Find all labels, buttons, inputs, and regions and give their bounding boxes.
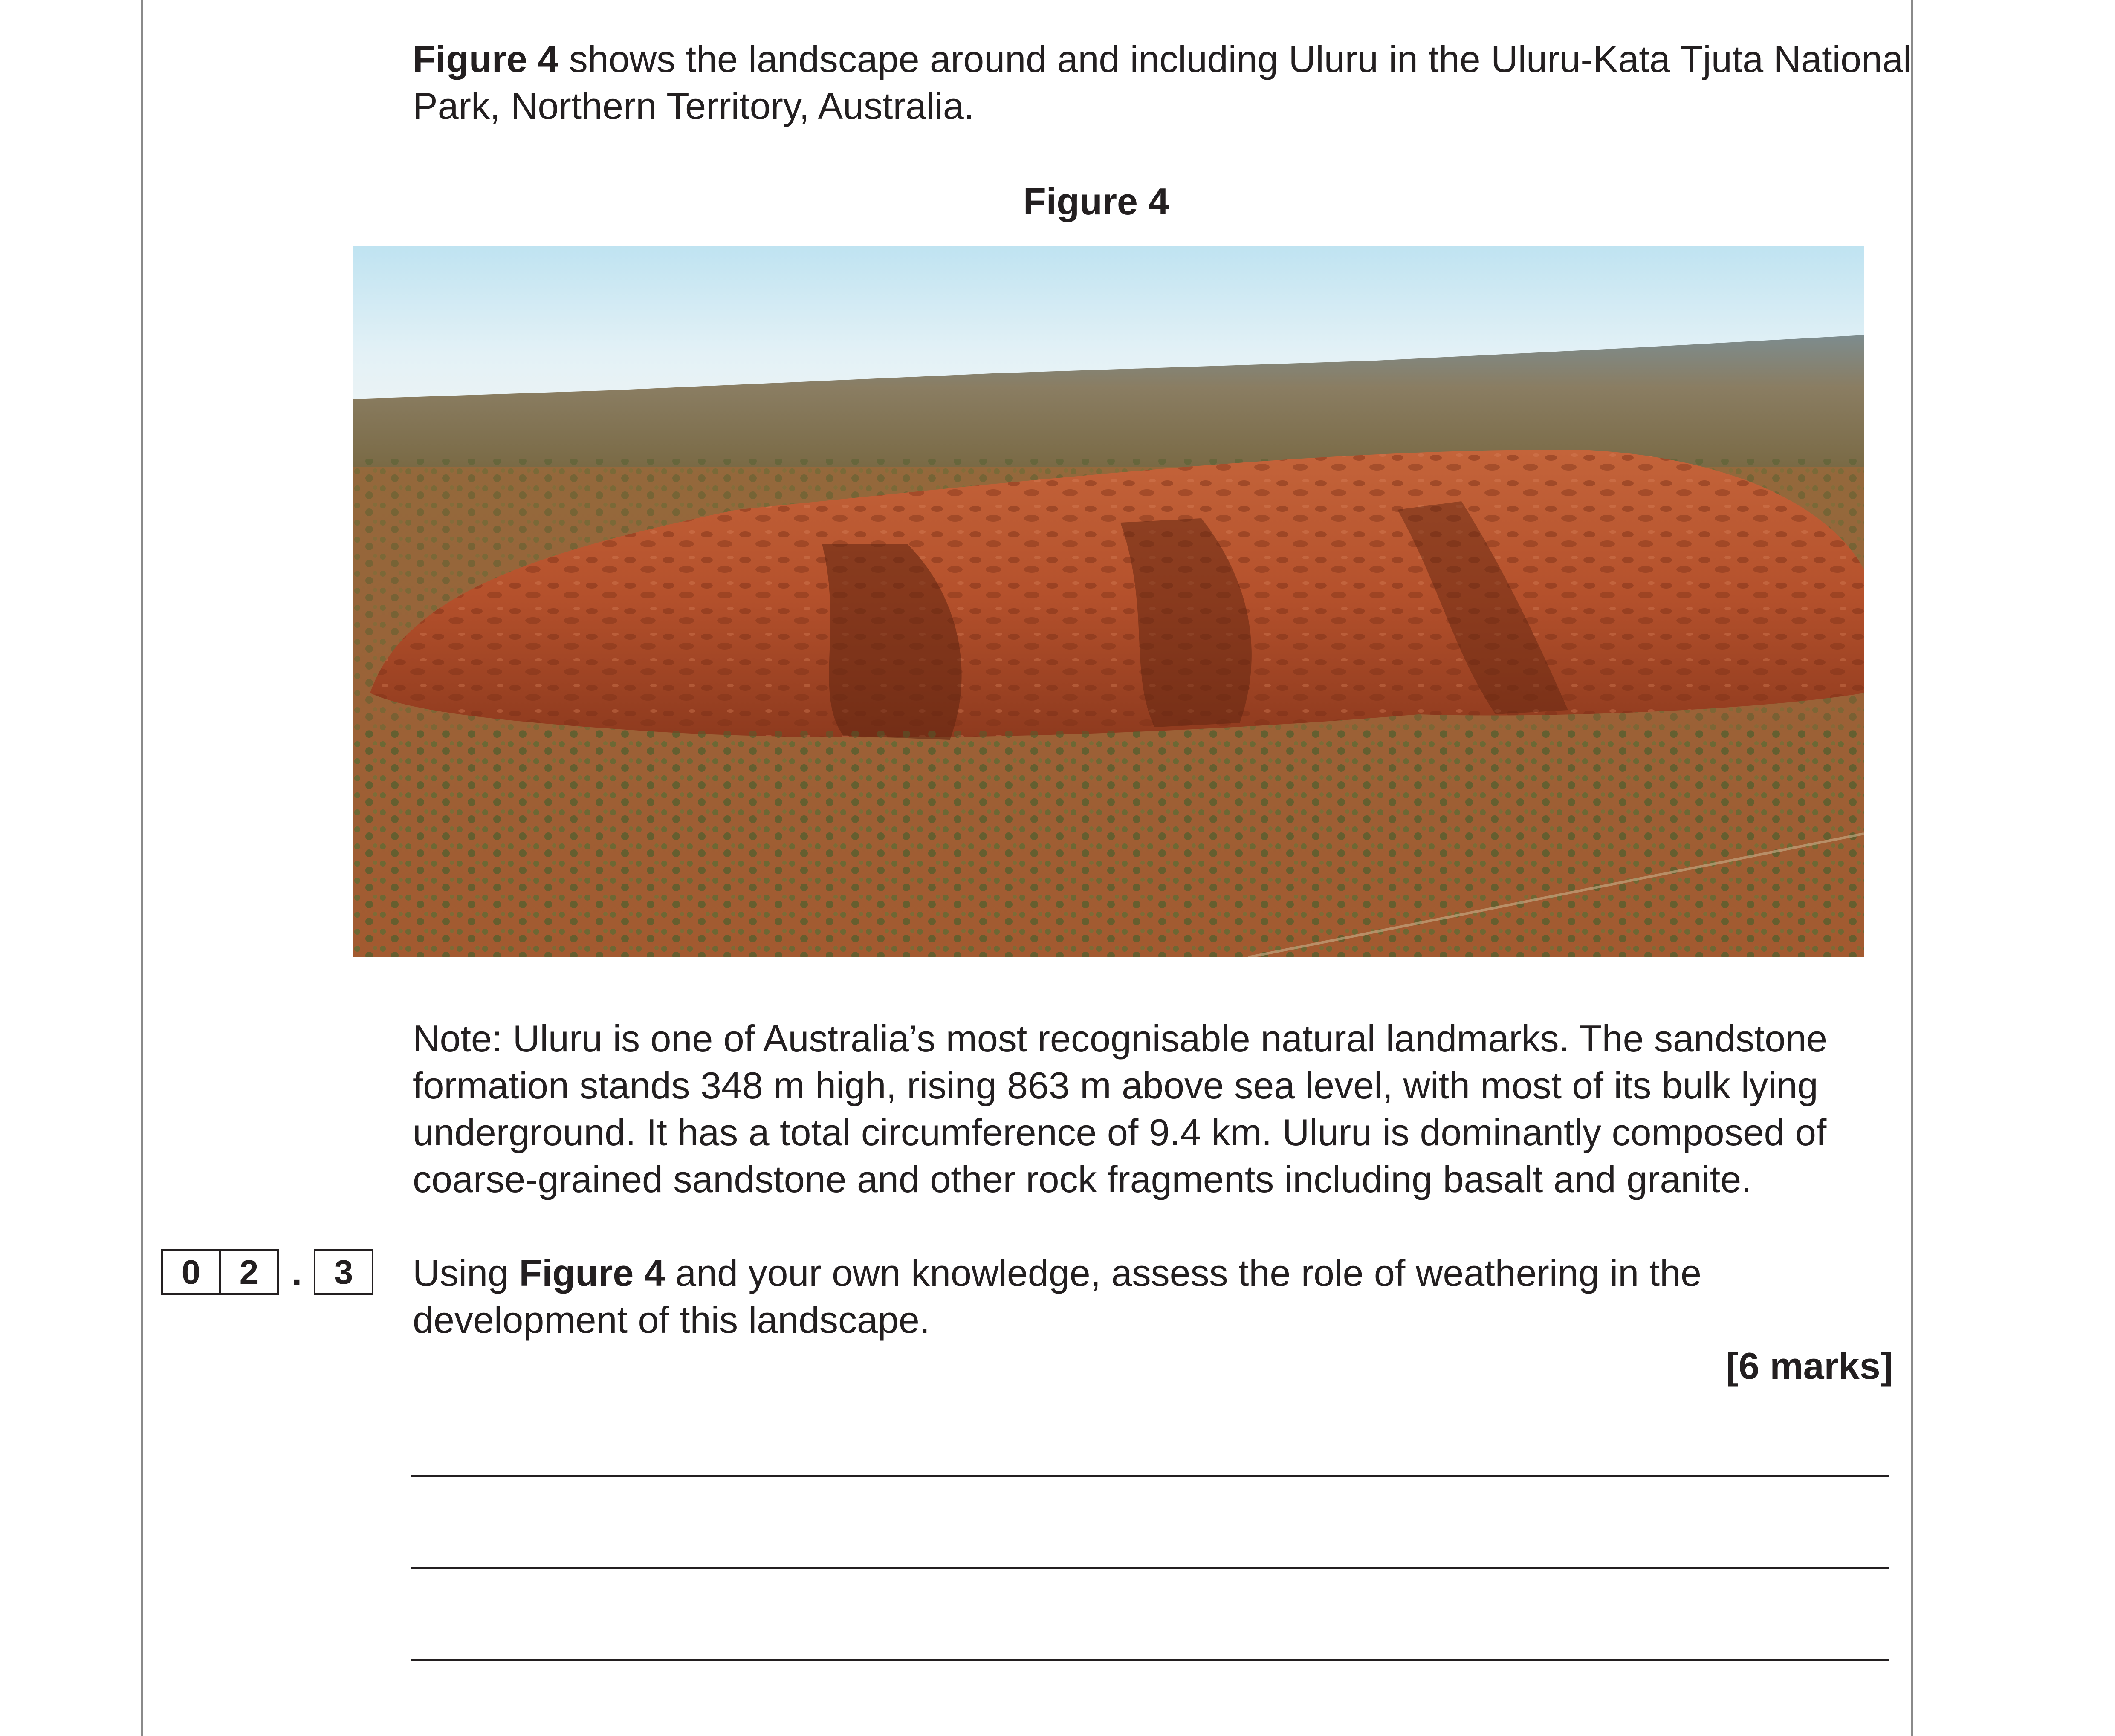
question-prefix: Using xyxy=(413,1252,519,1294)
question-digit-box: 3 xyxy=(314,1249,373,1295)
question-separator: . xyxy=(292,1251,302,1293)
uluru-photo xyxy=(353,246,1864,957)
question-body: and your own knowledge, assess the role of weathering in the development of this landscape. xyxy=(413,1252,1701,1341)
answer-line[interactable] xyxy=(411,1567,1889,1569)
intro-text: shows the landscape around and including Uluru in the Uluru-Kata Tjuta National Park, Northern Territory, Australia. xyxy=(413,38,1912,127)
answer-line[interactable] xyxy=(411,1475,1889,1477)
intro-figure-ref: Figure 4 xyxy=(413,38,559,80)
answer-line[interactable] xyxy=(411,1659,1889,1661)
figure-title: Figure 4 xyxy=(1023,180,1169,222)
note-paragraph: Note: Uluru is one of Australia’s most recognisable natural landmarks. The sandstone formation stands 348 m high, rising 863 m above sea level, with most of its bulk lying underground. It has a total circumference of 9.4 km. Uluru is dominantly composed of coarse-grained sandstone and other rock fragments including basalt and granite. xyxy=(413,1017,1828,1200)
question-text xyxy=(413,1250,1913,1343)
question-digit-box: 2 xyxy=(219,1249,279,1295)
question-digit-box: 0 xyxy=(161,1249,221,1295)
marks-label: [6 marks] xyxy=(1726,1345,1893,1387)
question-figure-ref: Figure 4 xyxy=(519,1252,665,1294)
right-margin-line xyxy=(1911,0,1913,1736)
intro-paragraph xyxy=(413,36,1913,130)
left-margin-line xyxy=(141,0,143,1736)
